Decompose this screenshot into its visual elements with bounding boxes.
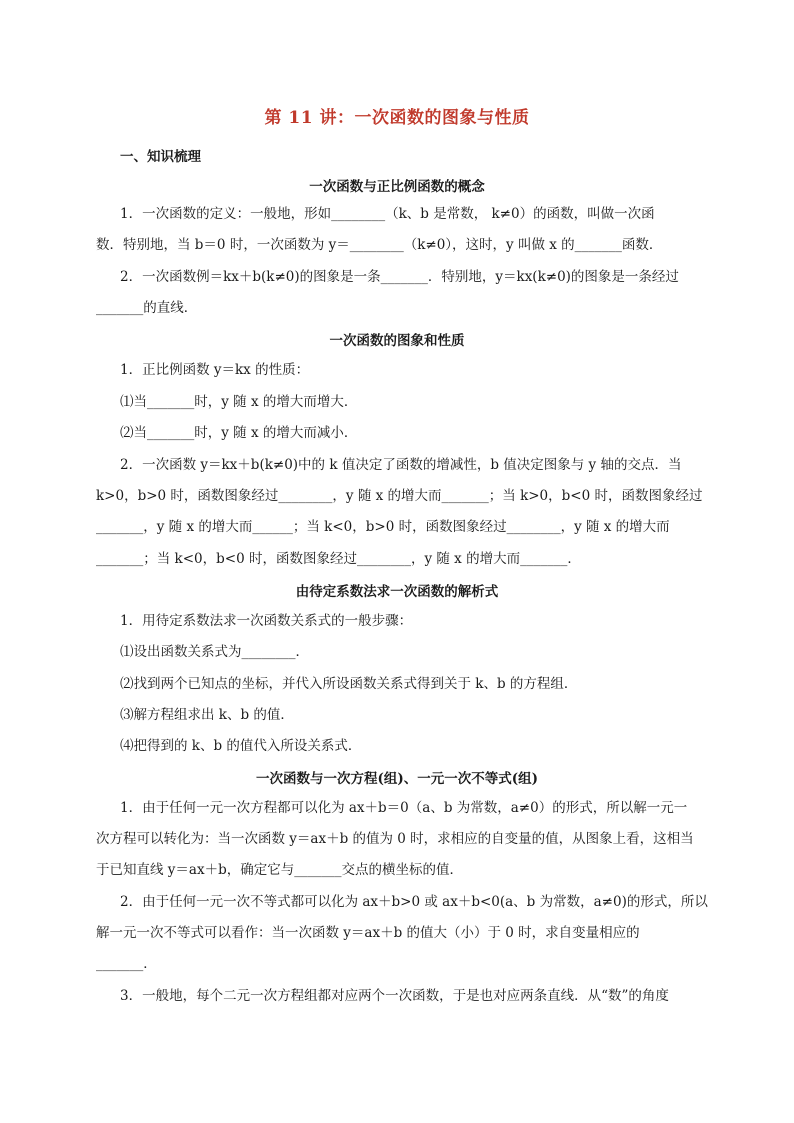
paragraph-line: 2．一次函数例＝kx＋b(k≠0)的图象是一条_______．特别地，y＝kx(k≠0)的图象是一条经过: [120, 269, 679, 285]
paragraph-line: _______；当 k<0，b<0 时，函数图象经过________，y 随 x 的增大而_______．: [96, 551, 581, 567]
subsection-heading-method: 由待定系数法求一次函数的解析式: [295, 584, 499, 600]
paragraph-line: 数．特别地，当 b＝0 时，一次函数为 y＝________（k≠0），这时，y 叫做 x 的_______函数．: [96, 237, 663, 253]
page-title: 第 11 讲：一次函数的图象与性质: [264, 108, 530, 128]
paragraph-line: 解一元一次不等式可以看作：当一次函数 y＝ax＋b 的值大（小）于 0 时，求自变量相应的: [96, 925, 640, 941]
paragraph-line: 次方程可以转化为：当一次函数 y＝ax＋b 的值为 0 时，求相应的自变量的值，从图象上看，这相当: [96, 831, 694, 847]
paragraph-line: 2．一次函数 y＝kx＋b(k≠0)中的 k 值决定了函数的增减性，b 值决定图象与 y 轴的交点．当: [120, 457, 682, 473]
paragraph-line: k>0，b>0 时，函数图象经过________，y 随 x 的增大而_______；当 k>0，b<0 时，函数图象经过: [96, 488, 703, 504]
paragraph-line: ⑴当_______时，y 随 x 的增大而增大．: [120, 394, 358, 410]
paragraph-line: 1．正比例函数 y＝kx 的性质：: [120, 362, 310, 378]
subsection-heading-concept: 一次函数与正比例函数的概念: [309, 179, 485, 195]
paragraph-line: 于已知直线 y＝ax＋b，确定它与_______交点的横坐标的值．: [96, 862, 463, 878]
paragraph-line: ⑷把得到的 k、b 的值代入所设关系式．: [120, 738, 362, 754]
paragraph-line: 1．用待定系数法求一次函数关系式的一般步骤：: [120, 613, 413, 629]
paragraph-line: ⑴设出函数关系式为________．: [120, 644, 309, 660]
paragraph-line: _______．: [96, 956, 157, 972]
paragraph-line: 2．由于任何一元一次不等式都可以化为 ax＋b>0 或 ax＋b<0(a、b 为常数，a≠0)的形式，所以: [120, 894, 708, 910]
paragraph-line: ⑵当_______时，y 随 x 的增大而减小．: [120, 425, 358, 441]
section-heading: 一、知识梳理: [120, 149, 201, 165]
paragraph-line: 1．由于任何一元一次方程都可以化为 ax＋b＝0（a、b 为常数，a≠0）的形式，所以解一元一: [120, 800, 688, 816]
paragraph-line: _______，y 随 x 的增大而______；当 k<0，b>0 时，函数图象经过________，y 随 x 的增大而: [96, 519, 670, 535]
subsection-heading-equations: 一次函数与一次方程(组)、一元一次不等式(组): [255, 771, 539, 787]
paragraph-line: ⑶解方程组求出 k、b 的值．: [120, 707, 294, 723]
subsection-heading-graph: 一次函数的图象和性质: [329, 333, 465, 349]
paragraph-line: 3．一般地，每个二元一次方程组都对应两个一次函数，于是也对应两条直线．从“数”的角度: [120, 988, 669, 1004]
paragraph-line: _______的直线．: [96, 300, 198, 316]
paragraph-line: 1．一次函数的定义：一般地，形如________（k、b 是常数， k≠0）的函数，叫做一次函: [120, 206, 655, 222]
paragraph-line: ⑵找到两个已知点的坐标，并代入所设函数关系式得到关于 k、b 的方程组．: [120, 676, 578, 692]
